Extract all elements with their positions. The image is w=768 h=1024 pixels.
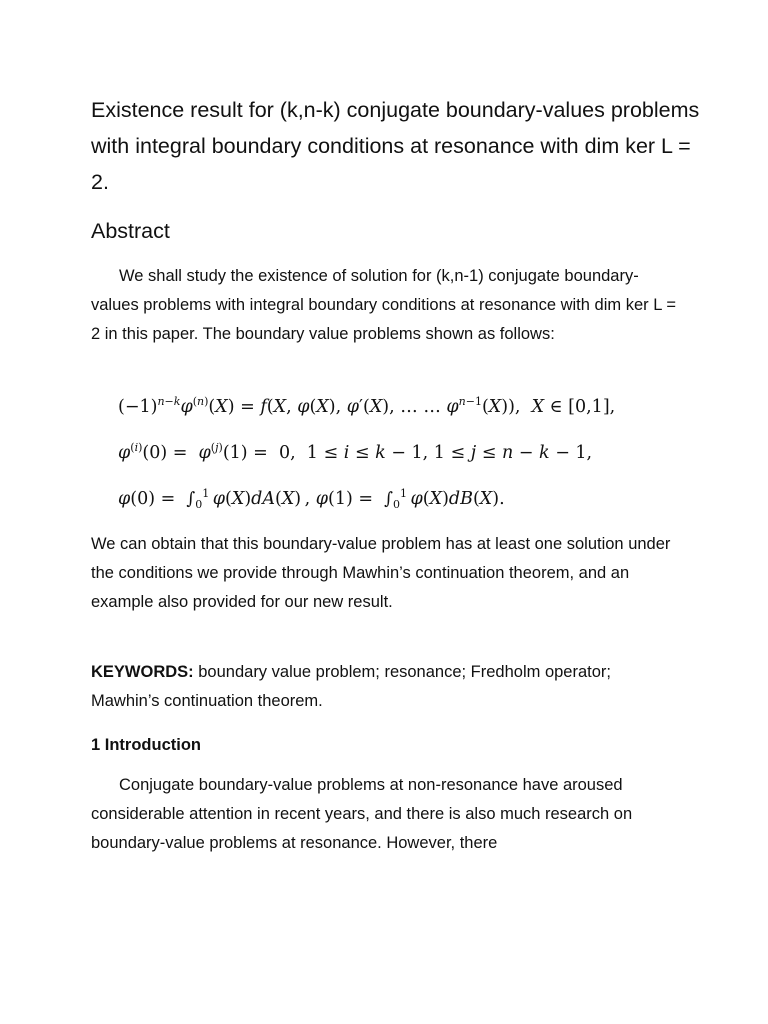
keywords-text: boundary value problem; resonance; Fredholm operator; Mawhin’s continuation theorem. (91, 663, 611, 710)
equation-2: $\varphi^{(i)}(0) = \varphi^{(j)}(1) = 0$, 1 ≤ i ≤ k − 1, 1 ≤ j ≤ n − k − 1, (118, 441, 593, 463)
keywords-label: KEYWORDS: (91, 663, 194, 681)
abstract-conclusion-paragraph: We can obtain that this boundary-value problem has at least one solution under the conditions we provide through Mawhin’s continuation theorem, and an example also provided for our new result. (91, 535, 671, 611)
abstract-heading: Abstract (91, 219, 170, 243)
introduction-paragraph: Conjugate boundary-value problems at non-resonance have aroused considerable attention in recent years, and there is also much research on boundary-value problems at resonance. However, there (91, 776, 633, 852)
introduction-heading: 1 Introduction (91, 736, 201, 754)
equation-1: $(-1)^{n-k}\varphi^{(n)}(X) = f(X$, φ(X), φ′(X), … … $\varphi^{n-1}(X)$), X ∈ [0,1], (118, 395, 616, 417)
paper-title: Existence result for (k,n-k) conjugate boundary-values problems with integral boundary conditions at resonance with dim ker L = 2. (91, 98, 700, 194)
equation-3: $\varphi(0) = \int_0^1$ φ(X)dA(X) , $\varphi(1) = \int_0^1$ φ(X)dB(X). (118, 487, 505, 511)
keywords-paragraph (91, 658, 681, 716)
abstract-intro-paragraph: We shall study the existence of solution for (k,n-1) conjugate boundary-values problems with integral boundary conditions at resonance with dim ker L = 2 in this paper. The boundary value problems shown as follows: (91, 267, 676, 343)
